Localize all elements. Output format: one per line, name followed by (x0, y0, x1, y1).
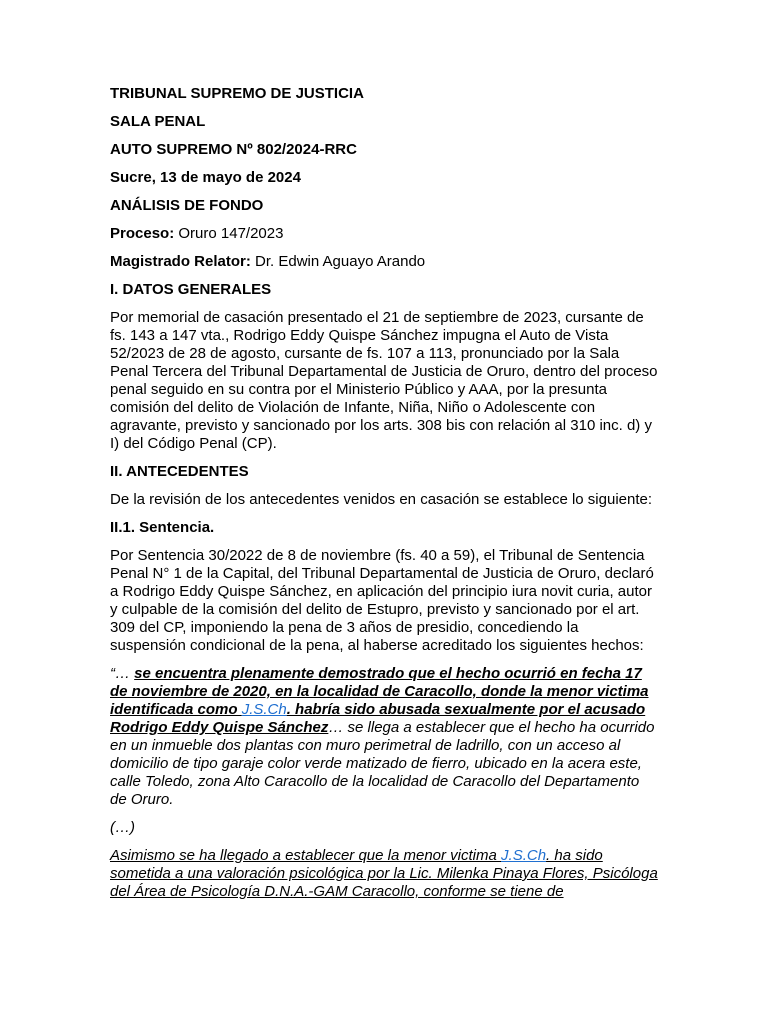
chamber-name: SALA PENAL (110, 113, 206, 130)
section-2-intro: De la revisión de los antecedentes venidos en casación se establece lo siguiente: (110, 491, 653, 508)
auto-number: AUTO SUPREMO Nº 802/2024-RRC (110, 141, 357, 158)
place-date: Sucre, 13 de mayo de 2024 (110, 169, 301, 186)
quote-ellipsis: (…) (110, 819, 135, 836)
relator-value: Dr. Edwin Aguayo Arando (250, 253, 426, 270)
quote-2-part-a: Asimismo se ha llegado a establecer que la menor victima (110, 847, 502, 864)
section-2-1-body: Por Sentencia 30/2022 de 8 de noviembre (fs. 40 a 59), el Tribunal de Sentencia Penal N° 1 de la Capital, del Tribunal Departamental de Justicia de Oruro, declaró a Rodrigo Eddy Quispe Sánchez, en aplicación del principio iura novit curia, autor y culpable de la comisión del delito de Estupro, previsto y sancionado por el art. 309 del CP, imponiendo la pena de 3 años de presidio, concediendo la suspensión condicional de la pena, al haberse acreditado los siguientes hechos: (110, 547, 654, 654)
section-2-1-title: II.1. Sentencia. (110, 519, 215, 536)
quote-1-emphasis-b: . habría sido abusada sexualmente por el acusado Rodrigo Eddy Quispe Sánchez (110, 701, 646, 736)
section-1-body: Por memorial de casación presentado el 21 de septiembre de 2023, cursante de fs. 143 a 147 vta., Rodrigo Eddy Quispe Sánchez impugna el Auto de Vista 52/2023 de 28 de agosto, cursante de fs. 107 a 113, pronunciado por la Sala Penal Tercera del Tribunal Departamental de Justicia de Oruro, dentro del proceso penal seguido en su contra por el Ministerio Público y AAA, por la presunta comisión del delito de Violación de Infante, Niña, Niño o Adolescente con agravante, previsto y sancionado por los arts. 308 bis con relación al 310 inc. d) y I) del Código Penal (CP). (110, 309, 658, 452)
analysis-heading: ANÁLISIS DE FONDO (110, 197, 264, 214)
quote-2-part-b: . ha sido sometida a una valoración psicológica por la Lic. Milenka Pinaya Flores, Psicóloga del Área de Psicología D.N.A.-GAM Caracollo, conforme se tiene de (110, 847, 658, 900)
victim-initials-link[interactable]: J.S.Ch (241, 701, 287, 718)
quote-1-rest: … se llega a establecer que el hecho ha ocurrido en un inmueble dos plantas con muro perimetral de ladrillo, con un acceso al domicilio de tipo garaje color verde matizado de fierro, ubicado en la acera este, calle Toledo, zona Alto Caracollo de la localidad de Caracollo del Departamento de Oruro. (110, 719, 655, 808)
section-2-title: II. ANTECEDENTES (110, 463, 249, 480)
process-label: Proceso: (110, 225, 175, 242)
quote-1-emphasis-a: se encuentra plenamente demostrado que el hecho ocurrió en fecha 17 de noviembre de 2020, en la localidad de Caracollo, donde la menor victima identificada como (110, 665, 649, 718)
relator-line (110, 253, 658, 271)
court-name: TRIBUNAL SUPREMO DE JUSTICIA (110, 85, 364, 102)
quote-open: “… (110, 665, 135, 682)
victim-initials-link-2[interactable]: J.S.Ch (501, 847, 547, 864)
quote-paragraph-1 (110, 665, 658, 809)
process-line (110, 225, 658, 243)
quote-paragraph-2 (110, 847, 658, 901)
relator-label: Magistrado Relator: (110, 253, 251, 270)
document-body (110, 85, 658, 911)
process-value: Oruro 147/2023 (174, 225, 284, 242)
section-1-title: I. DATOS GENERALES (110, 281, 272, 298)
